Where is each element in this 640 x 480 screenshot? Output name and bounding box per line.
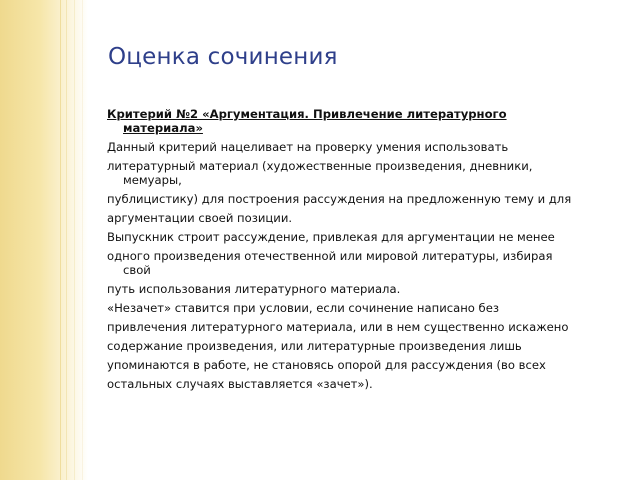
body-paragraph-text: упоминаются в работе, не становясь опорой для рассуждения (во всех (107, 358, 546, 372)
body-paragraph (107, 282, 627, 296)
decorative-line (66, 0, 67, 480)
slide-title: Оценка сочинения (108, 44, 338, 70)
body-paragraph (107, 320, 627, 334)
decorative-line (60, 0, 61, 480)
body-paragraph (107, 358, 627, 372)
criterion-heading (107, 107, 627, 135)
body-paragraph (107, 301, 627, 315)
body-paragraph-text: «Незачет» ставится при условии, если сочинение написано без (107, 301, 500, 315)
body-paragraph (107, 377, 627, 391)
body-paragraph (107, 339, 627, 353)
body-paragraph (107, 140, 627, 154)
decorative-line (74, 0, 75, 480)
body-paragraph (107, 192, 627, 206)
body-paragraph-text: одного произведения отечественной или мировой литературы, избирая (107, 249, 553, 263)
slide-body (107, 107, 627, 396)
criterion-heading-line: Критерий №2 «Аргументация. Привлечение литературного (107, 107, 507, 121)
body-paragraph (107, 159, 627, 187)
body-paragraphs (107, 140, 627, 391)
body-paragraph-text: аргументации своей позиции. (107, 211, 293, 225)
body-paragraph-text: остальных случаях выставляется «зачет»). (107, 377, 373, 391)
criterion-heading-line: материала» (123, 121, 203, 135)
body-paragraph (107, 230, 627, 244)
body-paragraph-text: публицистику) для построения рассуждения на предложенную тему и для (107, 192, 572, 206)
body-paragraph (107, 249, 627, 277)
body-paragraph-text: путь использования литературного материала. (107, 282, 401, 296)
body-paragraph-continuation: свой (123, 263, 151, 277)
body-paragraph-text: Данный критерий нацеливает на проверку умения использовать (107, 140, 509, 154)
body-paragraph (107, 211, 627, 225)
body-paragraph-text: литературный материал (художественные произведения, дневники, (107, 159, 533, 173)
body-paragraph-text: содержание произведения, или литературные произведения лишь (107, 339, 522, 353)
body-paragraph-text: Выпускник строит рассуждение, привлекая для аргументации не менее (107, 230, 555, 244)
body-paragraph-continuation: мемуары, (123, 173, 182, 187)
body-paragraph-text: привлечения литературного материала, или в нем существенно искажено (107, 320, 569, 334)
decorative-line (82, 0, 83, 480)
